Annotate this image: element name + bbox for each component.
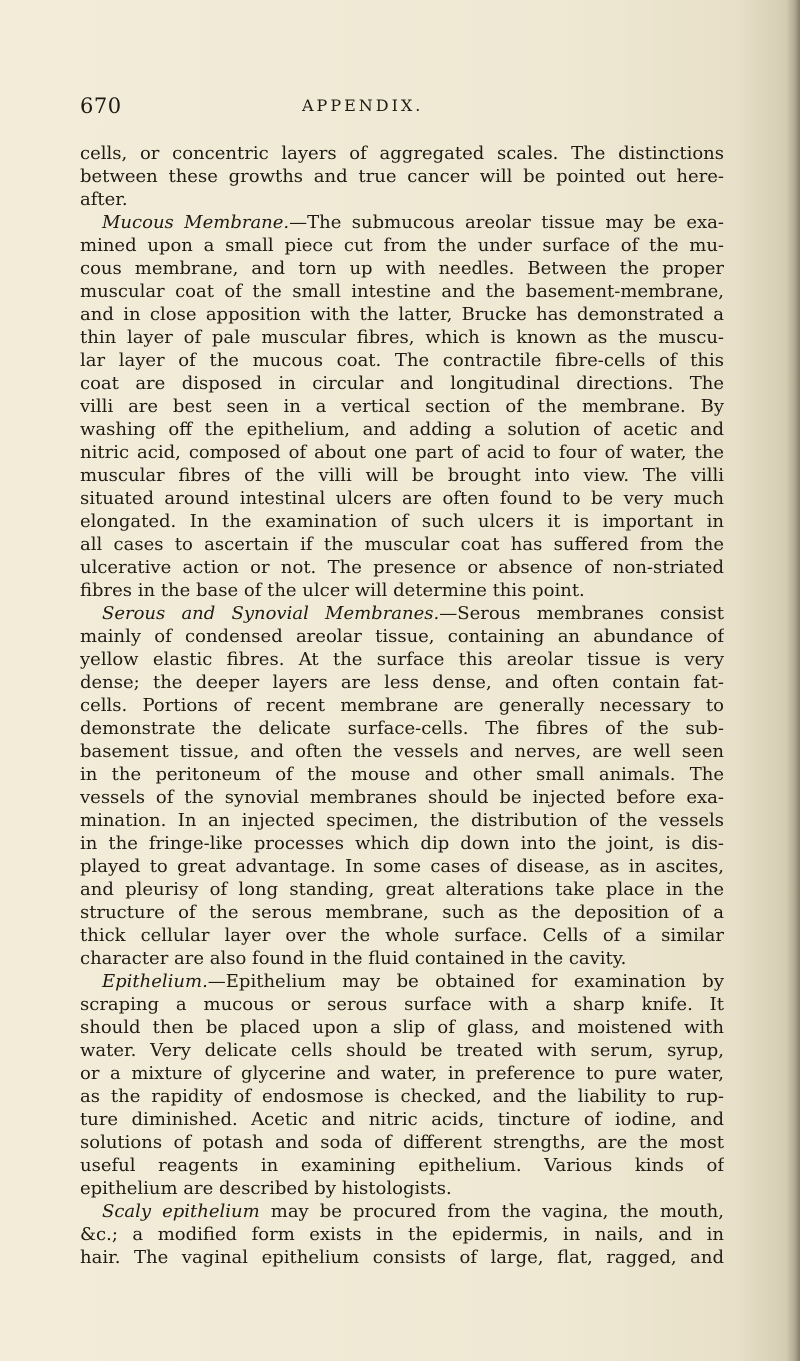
- line-text: cous membrane, and torn up with needles. Between the proper: [80, 258, 724, 279]
- line-text: —Epithelium may be obtained for examination by: [207, 971, 724, 992]
- line-text: basement tissue, and often the vessels and nerves, are well seen: [80, 741, 724, 762]
- text-line: [80, 487, 724, 510]
- text-line: [80, 257, 724, 280]
- line-text: muscular coat of the small intestine and the basement-membrane,: [80, 281, 724, 302]
- body-text: [80, 142, 724, 1269]
- line-text: cells, or concentric layers of aggregated scales. The distinctions: [80, 143, 724, 164]
- text-line: [80, 1108, 724, 1131]
- line-text: —The submucous areolar tissue may be exa-: [289, 212, 724, 233]
- line-text: —Serous membranes consist: [439, 603, 724, 624]
- line-text: washing off the epithelium, and adding a solution of acetic and: [80, 419, 724, 440]
- line-text: coat are disposed in circular and longitudinal directions. The: [80, 373, 724, 394]
- section-heading: Scaly epithelium: [102, 1201, 260, 1222]
- text-line: [80, 694, 724, 717]
- line-text: demonstrate the delicate surface-cells. The fibres of the sub-: [80, 718, 724, 739]
- line-text: nitric acid, composed of about one part of acid to four of water, the: [80, 442, 724, 463]
- text-line: [80, 786, 724, 809]
- text-line: [80, 947, 724, 970]
- line-text: should then be placed upon a slip of glass, and moistened with: [80, 1017, 724, 1038]
- text-line: [80, 648, 724, 671]
- line-text: mined upon a small piece cut from the under surface of the mu-: [80, 235, 724, 256]
- line-text: as the rapidity of endosmose is checked, and the liability to rup-: [80, 1086, 724, 1107]
- text-line: [80, 1039, 724, 1062]
- text-line: [80, 671, 724, 694]
- page-header: [80, 92, 724, 120]
- line-text: cells. Portions of recent membrane are generally necessary to: [80, 695, 724, 716]
- line-text: useful reagents in examining epithelium. Various kinds of: [80, 1155, 724, 1176]
- line-text: solutions of potash and soda of different strengths, are the most: [80, 1132, 724, 1153]
- text-line: [80, 809, 724, 832]
- text-line: [80, 1085, 724, 1108]
- line-text: ture diminished. Acetic and nitric acids, tincture of iodine, and: [80, 1109, 724, 1130]
- text-line: [80, 556, 724, 579]
- text-line: [80, 165, 724, 188]
- line-text: fibres in the base of the ulcer will determine this point.: [80, 580, 585, 601]
- text-line: [80, 993, 724, 1016]
- text-line: [80, 717, 724, 740]
- text-line: [80, 441, 724, 464]
- text-line: [80, 1131, 724, 1154]
- text-line: [80, 349, 724, 372]
- text-line: [80, 326, 724, 349]
- text-line: [80, 625, 724, 648]
- line-text: in the peritoneum of the mouse and other small animals. The: [80, 764, 724, 785]
- paragraph-start-line: [80, 602, 724, 625]
- paragraph-start-line: [80, 1200, 724, 1223]
- text-line: [80, 1062, 724, 1085]
- running-head: APPENDIX.: [302, 96, 424, 115]
- line-text: may be procured from the vagina, the mouth,: [259, 1201, 724, 1222]
- text-line: [80, 924, 724, 947]
- text-line: [80, 303, 724, 326]
- line-text: or a mixture of glycerine and water, in preference to pure water,: [80, 1063, 724, 1084]
- line-text: and in close apposition with the latter, Brucke has demonstrated a: [80, 304, 724, 325]
- line-text: dense; the deeper layers are less dense, and often contain fat-: [80, 672, 724, 693]
- text-line: [80, 188, 724, 211]
- line-text: hair. The vaginal epithelium consists of large, flat, ragged, and: [80, 1247, 724, 1268]
- text-line: [80, 372, 724, 395]
- text-line: [80, 1154, 724, 1177]
- paragraph-start-line: [80, 970, 724, 993]
- text-line: [80, 280, 724, 303]
- line-text: vessels of the synovial membranes should be injected before exa-: [80, 787, 724, 808]
- paragraph-start-line: [80, 211, 724, 234]
- text-line: [80, 533, 724, 556]
- line-text: mination. In an injected specimen, the distribution of the vessels: [80, 810, 724, 831]
- text-line: [80, 418, 724, 441]
- line-text: lar layer of the mucous coat. The contractile fibre-cells of this: [80, 350, 724, 371]
- text-line: [80, 579, 724, 602]
- text-line: [80, 855, 724, 878]
- line-text: after.: [80, 189, 128, 210]
- text-line: [80, 395, 724, 418]
- line-text: scraping a mucous or serous surface with a sharp knife. It: [80, 994, 724, 1015]
- text-line: [80, 878, 724, 901]
- line-text: epithelium are described by histologists.: [80, 1178, 452, 1199]
- text-line: [80, 142, 724, 165]
- text-line: [80, 464, 724, 487]
- line-text: ulcerative action or not. The presence or absence of non-striated: [80, 557, 724, 578]
- text-line: [80, 1177, 724, 1200]
- text-line: [80, 901, 724, 924]
- line-text: thin layer of pale muscular fibres, which is known as the muscu-: [80, 327, 724, 348]
- line-text: structure of the serous membrane, such as the deposition of a: [80, 902, 724, 923]
- line-text: mainly of condensed areolar tissue, containing an abundance of: [80, 626, 724, 647]
- text-line: [80, 832, 724, 855]
- line-text: yellow elastic fibres. At the surface this areolar tissue is very: [80, 649, 724, 670]
- text-line: [80, 1246, 724, 1269]
- line-text: muscular fibres of the villi will be brought into view. The villi: [80, 465, 724, 486]
- line-text: thick cellular layer over the whole surface. Cells of a similar: [80, 925, 724, 946]
- section-heading: Epithelium.: [102, 971, 208, 992]
- text-line: [80, 740, 724, 763]
- line-text: elongated. In the examination of such ulcers it is important in: [80, 511, 724, 532]
- line-text: between these growths and true cancer will be pointed out here-: [80, 166, 724, 187]
- text-line: [80, 510, 724, 533]
- section-heading: Mucous Membrane.: [102, 212, 290, 233]
- line-text: played to great advantage. In some cases of disease, as in ascites,: [80, 856, 724, 877]
- line-text: situated around intestinal ulcers are often found to be very much: [80, 488, 724, 509]
- text-line: [80, 234, 724, 257]
- section-heading: Serous and Synovial Membranes.: [102, 603, 440, 624]
- line-text: &c.; a modified form exists in the epidermis, in nails, and in: [80, 1224, 724, 1245]
- text-line: [80, 1223, 724, 1246]
- text-line: [80, 1016, 724, 1039]
- line-text: character are also found in the fluid contained in the cavity.: [80, 948, 627, 969]
- line-text: villi are best seen in a vertical section of the membrane. By: [80, 396, 724, 417]
- line-text: all cases to ascertain if the muscular coat has suffered from the: [80, 534, 724, 555]
- text-line: [80, 763, 724, 786]
- line-text: in the fringe-like processes which dip down into the joint, is dis-: [80, 833, 724, 854]
- page-number: 670: [80, 94, 122, 118]
- page-edge-shadow: [786, 0, 800, 1361]
- line-text: water. Very delicate cells should be treated with serum, syrup,: [80, 1040, 724, 1061]
- line-text: and pleurisy of long standing, great alterations take place in the: [80, 879, 724, 900]
